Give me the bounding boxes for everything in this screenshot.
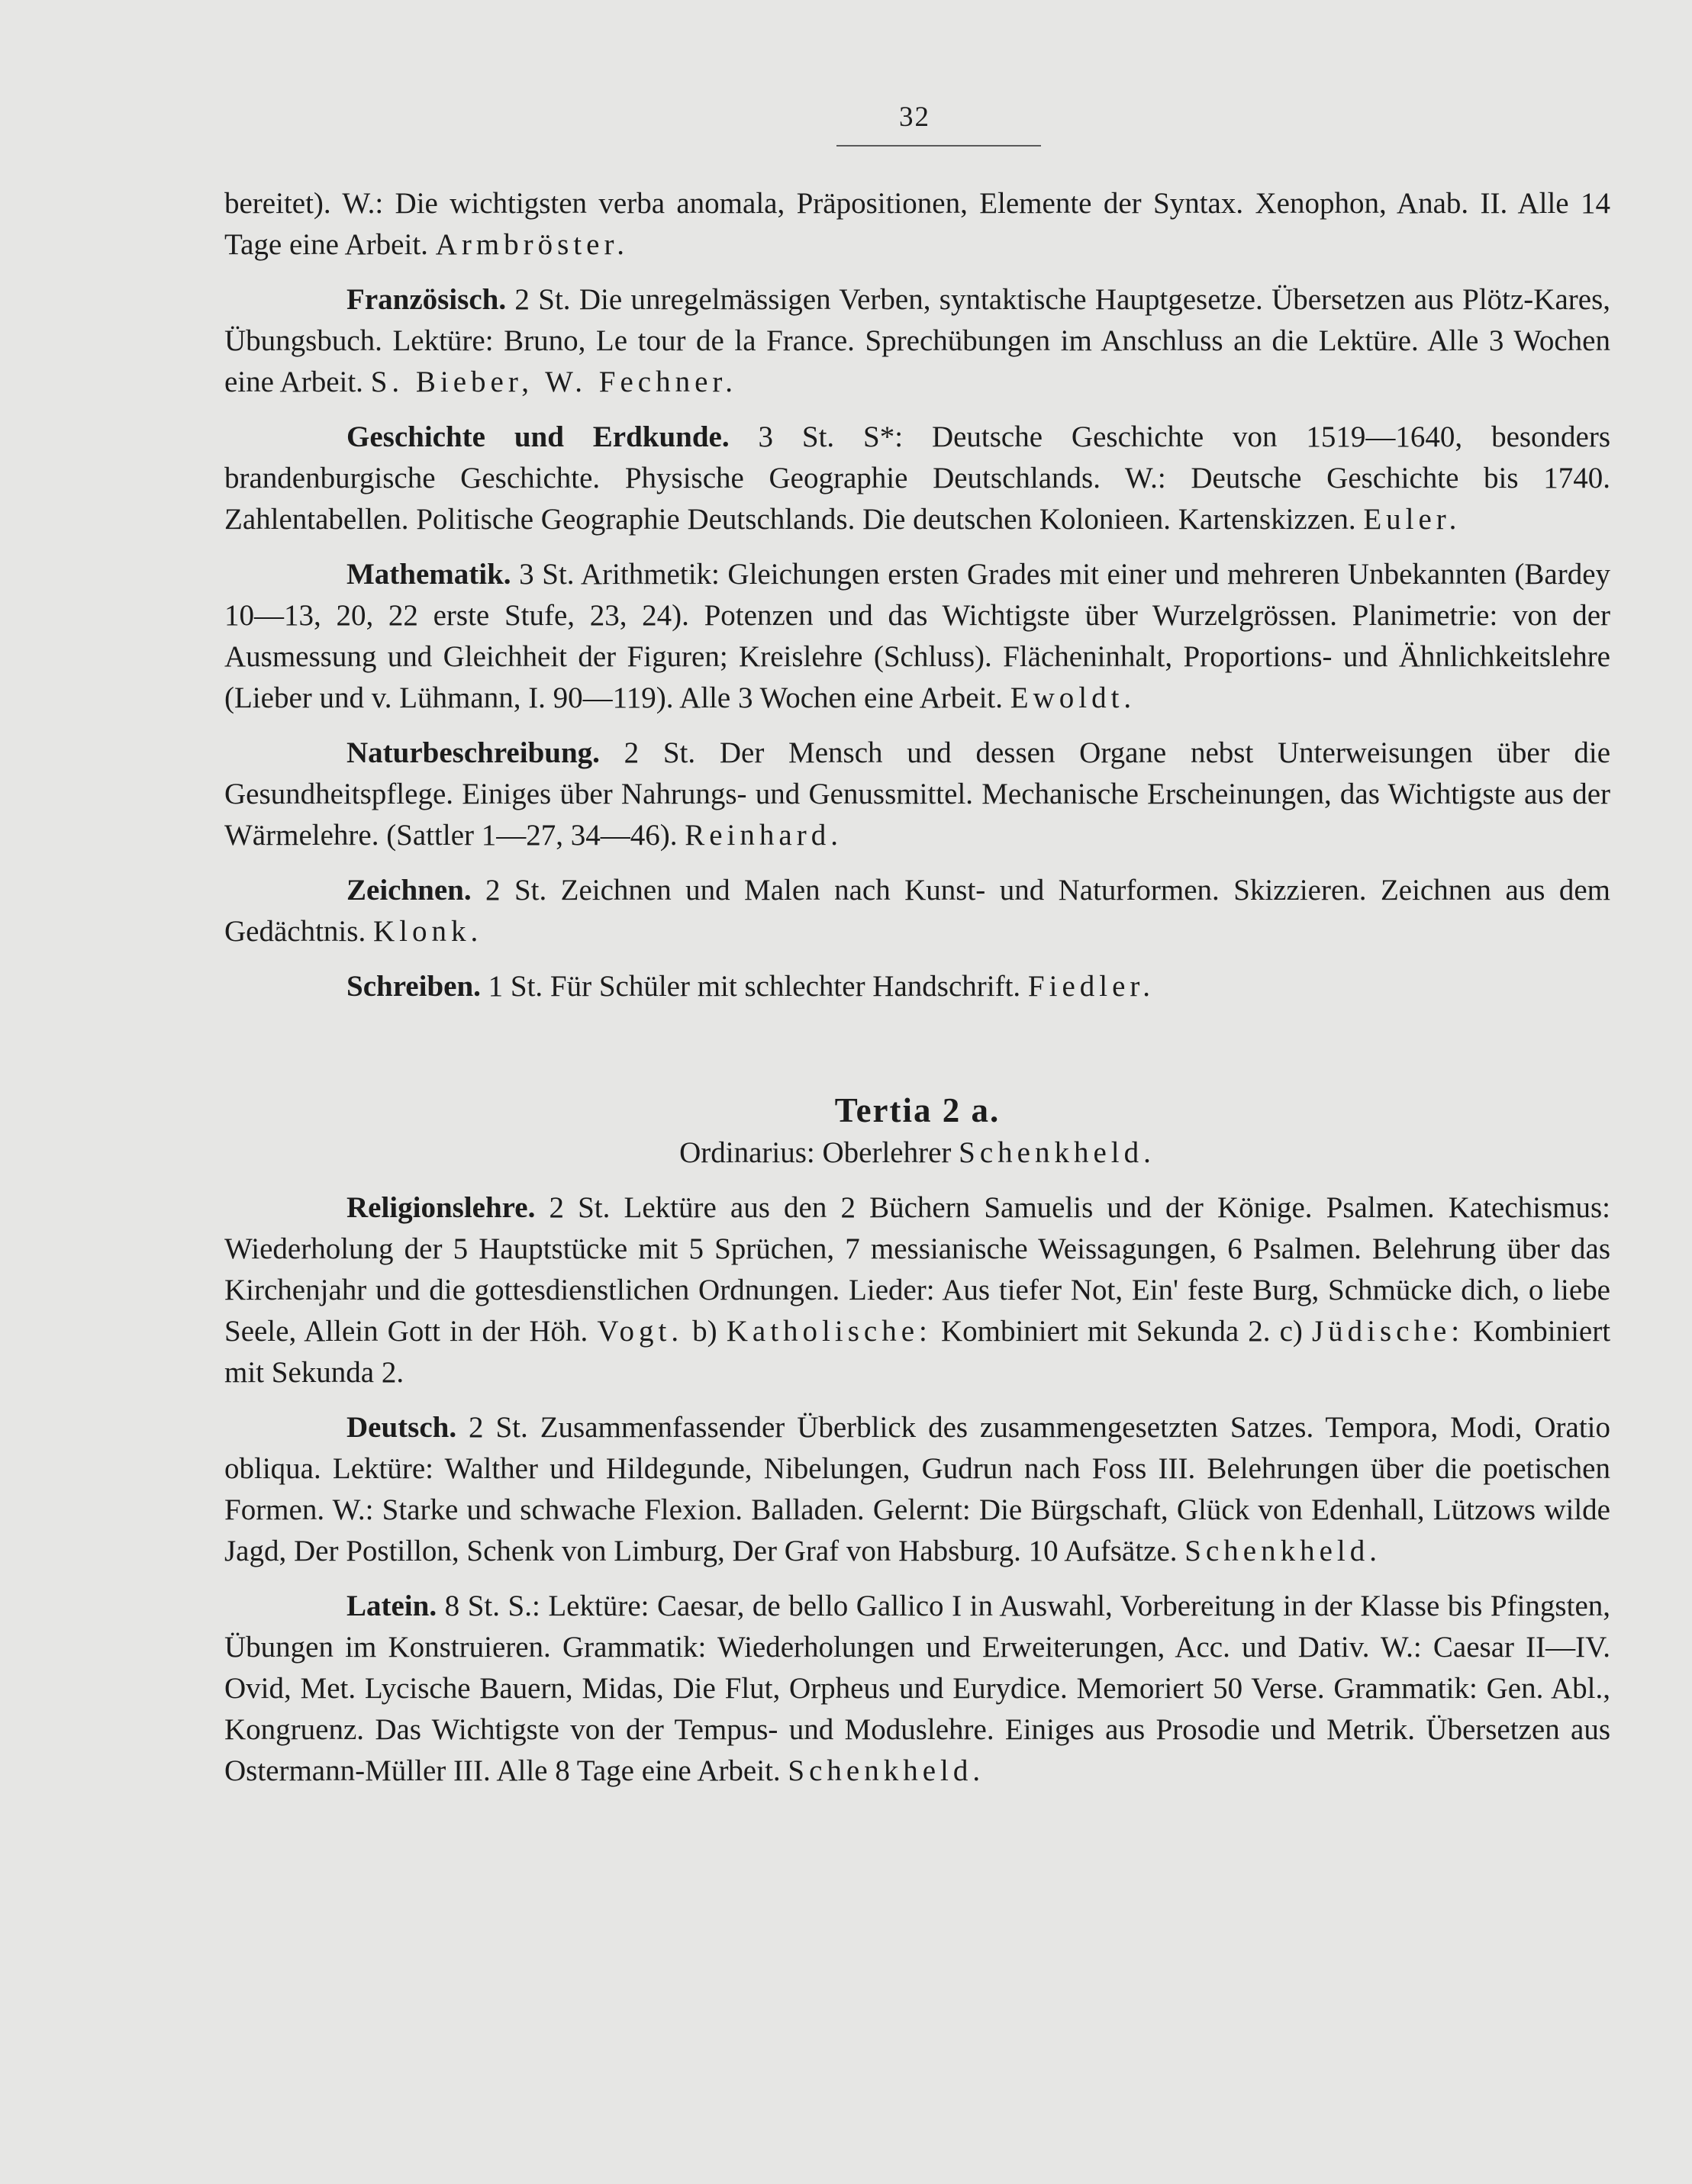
paragraph-geschichte <box>224 417 1610 540</box>
subject-heading: Zeichnen. <box>346 874 472 907</box>
paragraph-zeichnen <box>224 870 1610 952</box>
paragraph-griechisch-continuation <box>224 183 1610 266</box>
paragraph-text: 2 St. Zusammenfassender Überblick des zusammengesetzten Satzes. Tempora, Modi, Oratio obliqua. Lektüre: Walther und Hildegunde, Nibelungen, Gudrun nach Foss III. Belehrungen über die poetischen Formen. W.: Starke und schwache Flexion. Balladen. Gelernt: Die Bürgschaft, Glück von Edenhall, Lützows wilde Jagd, Der Postillon, Schenk von Limburg, Der Graf von Habsburg. 10 Aufsätze. <box>224 1411 1611 1567</box>
paragraph-naturbeschreibung <box>224 733 1610 856</box>
subject-heading: Deutsch. <box>346 1411 457 1444</box>
subject-heading: Naturbeschreibung. <box>346 736 600 769</box>
paragraph-latein <box>224 1586 1610 1792</box>
paragraph-religionslehre <box>224 1187 1610 1393</box>
teacher-name: Armbröster. <box>435 228 630 261</box>
paragraph-mathematik <box>224 554 1610 719</box>
paragraph-text: b) <box>692 1315 717 1348</box>
subject-heading: Französisch. <box>346 283 507 316</box>
subject-heading: Latein. <box>346 1590 437 1622</box>
paragraph-deutsch <box>224 1407 1610 1572</box>
paragraph-schreiben <box>224 966 1610 1007</box>
teacher-name: Schenkheld. <box>788 1754 985 1787</box>
subject-heading: Religionslehre. <box>346 1191 536 1224</box>
paragraph-text: 3 St. S*: Deutsche Geschichte von 1519—1640, besonders brandenburgische Geschichte. Physische Geographie Deutschlands. W.: Deutsche Geschichte bis 1740. Zahlentabellen. Politische Geographie Deutschlands. Die deutschen Kolonieen. Kartenskizzen. <box>224 420 1611 536</box>
teacher-name: Reinhard. <box>685 819 843 852</box>
teacher-name: Schenkheld. <box>1184 1535 1382 1567</box>
header-rule <box>836 145 1041 147</box>
paragraph-text: 1 St. Für Schüler mit schlechter Handschrift. <box>488 970 1021 1003</box>
page-number: 32 <box>899 101 930 133</box>
teacher-name: Fiedler. <box>1027 970 1155 1003</box>
teacher-name: Vogt. <box>597 1315 684 1348</box>
page-content <box>224 183 1610 1806</box>
paragraph-text: 8 St. S.: Lektüre: Caesar, de bello Gallico I in Auswahl, Vorbereitung in der Klasse bis Pfingsten, Übungen im Konstruieren. Grammatik: Wiederholungen und Erweiterungen, Acc. und Dativ. W.: Caesar II—IV. Ovid, Met. Lycische Bauern, Midas, Die Flut, Orpheus und Eurydice. Memoriert 50 Verse. Grammatik: Gen. Abl., Kongruenz. Das Wichtigste von der Tempus- und Moduslehre. Einiges aus Prosodie und Metrik. Übersetzen aus Ostermann-Müller III. Alle 8 Tage eine Arbeit. <box>224 1590 1611 1787</box>
paragraph-text: 2 St. Die unregelmässigen Verben, syntaktische Hauptgesetze. Übersetzen aus Plötz-Kares, Übungsbuch. Lektüre: Bruno, Le tour de la France. Sprechübungen im Anschluss an die Lektüre. Alle 3 Wochen eine Arbeit. <box>224 283 1610 398</box>
paragraph-franzoesisch <box>224 279 1610 403</box>
subject-heading: Schreiben. <box>346 970 481 1003</box>
teacher-name: Klonk. <box>372 915 483 948</box>
confession-label: Katholische: <box>726 1315 932 1348</box>
paragraph-text: Kombiniert mit Sekunda 2. <box>224 1315 1611 1389</box>
ordinarius-line <box>224 1132 1610 1174</box>
teacher-name: S. Bieber, W. Fechner. <box>370 366 738 398</box>
paragraph-text: 3 St. Arithmetik: Gleichungen ersten Grades mit einer und mehreren Unbekannten (Bardey 10—13, 20, 22 erste Stufe, 23, 24). Potenzen und das Wichtigste über Wurzelgrössen. Planimetrie: von der Ausmessung und Gleichheit der Figuren; Kreislehre (Schluss). Flächeninhalt, Proportions- und Ähnlichkeitslehre (Lieber und v. Lühmann, I. 90—119). Alle 3 Wochen eine Arbeit. <box>224 558 1611 714</box>
subject-heading: Mathematik. <box>346 558 511 591</box>
section-title: Tertia 2 a. <box>834 1091 1001 1129</box>
subject-heading: Geschichte und Erdkunde. <box>346 420 730 453</box>
ordinarius-name: Schenkheld. <box>959 1136 1155 1169</box>
paragraph-text: 2 St. Lektüre aus den 2 Büchern Samuelis und der Könige. Psalmen. Katechismus: Wiederholung der 5 Hauptstücke mit 5 Sprüchen, 7 messianische Weissagungen, 6 Psalmen. Belehrung über das Kirchenjahr und die gottesdienstlichen Ordnungen. Lieder: Aus tiefer Not, Ein' feste Burg, Schmücke dich, o liebe Seele, Allein Gott in der Höh. <box>224 1191 1610 1348</box>
paragraph-text: 2 St. Zeichnen und Malen nach Kunst- und Naturformen. Skizzieren. Zeichnen aus dem Gedächtnis. <box>224 874 1611 948</box>
teacher-name: Euler. <box>1363 503 1462 536</box>
ordinarius-label: Ordinarius: Oberlehrer <box>679 1136 952 1169</box>
paragraph-text: 2 St. Der Mensch und dessen Organe nebst Unterweisungen über die Gesundheitspflege. Einiges über Nahrungs- und Genussmittel. Mechanische Erscheinungen, das Wichtigste aus der Wärmelehre. (Sattler 1—27, 34—46). <box>224 736 1610 852</box>
teacher-name: Ewoldt. <box>1010 681 1136 714</box>
confession-label: Jüdische: <box>1312 1315 1465 1348</box>
paragraph-text: bereitet). W.: Die wichtigsten verba anomala, Präpositionen, Elemente der Syntax. Xenophon, Anab. II. Alle 14 Tage eine Arbeit. <box>224 187 1610 261</box>
paragraph-text: Kombiniert mit Sekunda 2. c) <box>940 1315 1303 1348</box>
